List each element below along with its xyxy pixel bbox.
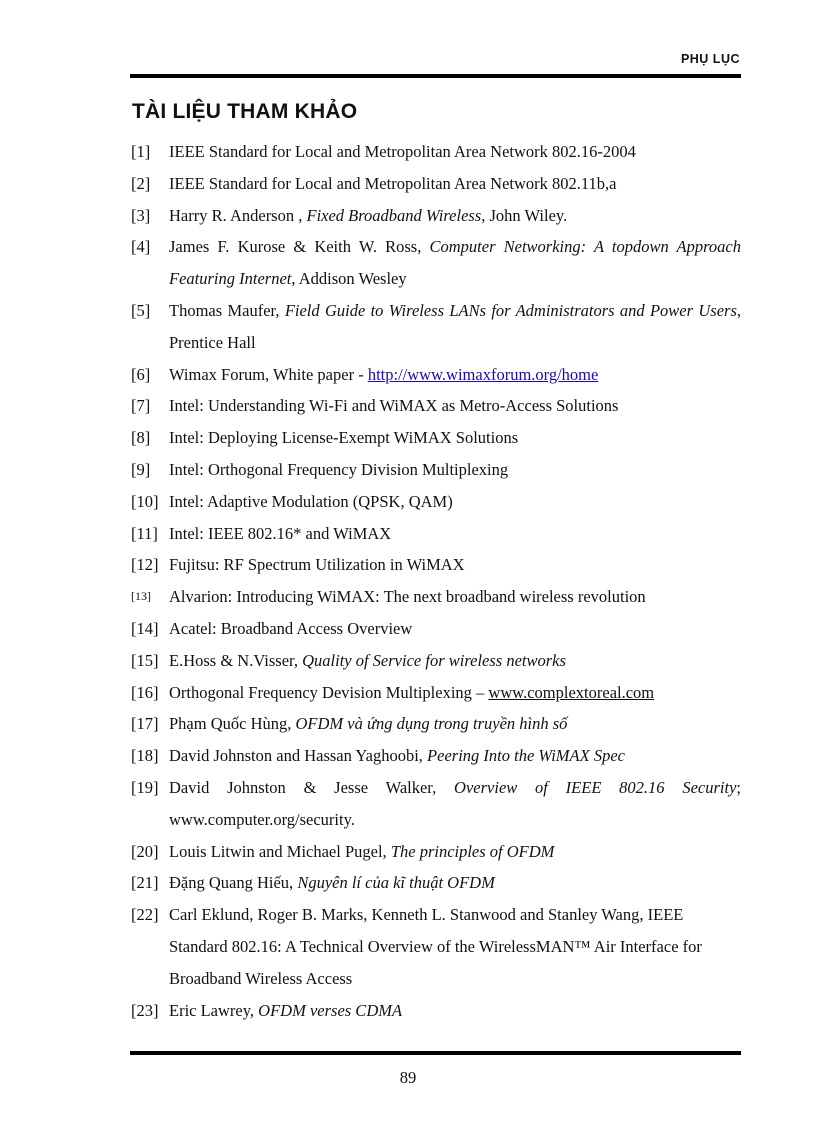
reference-publisher: , John Wiley. [481, 205, 568, 225]
reference-item [131, 200, 741, 232]
reference-item [131, 581, 741, 613]
reference-text: David Johnston & Jesse Walker, [169, 777, 455, 797]
reference-title: Field Guide to Wireless LANs for Administrators and Power Users [284, 300, 737, 320]
reference-text: Fujitsu: RF Spectrum Utilization in WiMAX [169, 555, 465, 575]
reference-text: Orthogonal Frequency Devision Multiplexing – [169, 682, 489, 702]
reference-text: IEEE Standard for Local and Metropolitan Area Network 802.16-2004 [169, 142, 636, 161]
reference-item [131, 740, 741, 772]
reference-number: [3] [131, 205, 151, 225]
reference-title: OFDM verses CDMA [258, 1000, 403, 1020]
reference-item [131, 899, 741, 994]
reference-item [131, 867, 741, 899]
reference-text: Wimax Forum, White paper - [169, 364, 368, 384]
reference-number: [10] [131, 491, 159, 511]
reference-item [131, 549, 741, 581]
reference-text: David Johnston and Hassan Yaghoobi, [169, 746, 428, 766]
reference-item [131, 518, 741, 550]
reference-number: [14] [131, 618, 159, 638]
page-number: 89 [399, 1068, 417, 1087]
reference-number: [11] [131, 523, 158, 543]
reference-item [131, 168, 741, 200]
reference-publisher: ; www.computer.org/security. [169, 777, 741, 829]
reference-title: Fixed Broadband Wireless [306, 205, 482, 225]
reference-item [131, 708, 741, 740]
reference-title: The principles of OFDM [390, 841, 555, 861]
reference-text: E.Hoss & N.Visser, [169, 650, 303, 670]
reference-text: Đặng Quang Hiếu, [169, 873, 298, 893]
reference-number: [20] [131, 841, 159, 861]
reference-number: [2] [131, 173, 151, 193]
reference-item [131, 677, 741, 709]
reference-number: [18] [131, 746, 159, 766]
reference-text: Intel: IEEE 802.16* and WiMAX [169, 523, 392, 543]
reference-title: OFDM và ứng dụng trong truyền hình số [295, 714, 568, 734]
reference-number: [4] [131, 237, 151, 257]
reference-item [131, 136, 741, 168]
reference-item [131, 295, 741, 359]
page-title: TÀI LIỆU THAM KHẢO [132, 100, 358, 123]
reference-number: [1] [131, 142, 151, 161]
reference-item [131, 359, 741, 391]
reference-item [131, 454, 741, 486]
reference-text: Thomas Maufer, [169, 300, 285, 320]
reference-number: [16] [131, 682, 159, 702]
reference-number: [9] [131, 459, 151, 479]
reference-number: [5] [131, 300, 151, 320]
reference-number: [19] [131, 777, 159, 797]
reference-number: [13] [131, 589, 151, 604]
reference-number: [22] [131, 905, 159, 925]
reference-number: [17] [131, 714, 159, 734]
reference-text: Alvarion: Introducing WiMAX: The next broadband wireless revolution [169, 587, 646, 607]
reference-number: [21] [131, 873, 159, 893]
reference-number: [12] [131, 555, 159, 575]
reference-item [131, 486, 741, 518]
reference-text: Intel: Understanding Wi-Fi and WiMAX as Metro-Access Solutions [169, 396, 619, 416]
wimax-forum-link[interactable]: http://www.wimaxforum.org/home [367, 364, 599, 384]
reference-item [131, 995, 741, 1027]
reference-item [131, 772, 741, 836]
reference-title: Quality of Service for wireless networks [302, 650, 566, 670]
reference-text: Intel: Deploying License-Exempt WiMAX Solutions [169, 428, 519, 448]
reference-text: Harry R. Anderson , [169, 205, 307, 225]
footer-rule [130, 1051, 741, 1055]
reference-text: Intel: Orthogonal Frequency Division Multiplexing [169, 459, 509, 479]
reference-title: Computer Networking: A topdown Approach Featuring Internet [169, 237, 741, 289]
complextoreal-link[interactable]: www.complextoreal.com [488, 682, 655, 702]
reference-number: [8] [131, 428, 151, 448]
reference-item [131, 645, 741, 677]
reference-number: [7] [131, 396, 151, 416]
reference-item [131, 836, 741, 868]
reference-number: [6] [131, 364, 151, 384]
reference-text: Carl Eklund, Roger B. Marks, Kenneth L. Stanwood and Stanley Wang, IEEE Standard 802.16: A Technical Overview of the WirelessMAN™ Air Interface for Broadband Wireless Access [169, 905, 702, 988]
reference-publisher: , Addison Wesley [291, 269, 407, 289]
reference-list [131, 136, 741, 1026]
header-label: PHỤ LỤC [680, 52, 740, 66]
reference-item [131, 231, 741, 295]
reference-item [131, 613, 741, 645]
reference-item [131, 422, 741, 454]
reference-text: IEEE Standard for Local and Metropolitan Area Network 802.11b,a [169, 173, 617, 193]
reference-number: [23] [131, 1000, 159, 1020]
reference-text: Intel: Adaptive Modulation (QPSK, QAM) [169, 491, 453, 511]
reference-text: Eric Lawrey, [169, 1000, 259, 1020]
reference-number: [15] [131, 650, 159, 670]
reference-title: Peering Into the WiMAX Spec [427, 746, 625, 766]
reference-text: Acatel: Broadband Access Overview [169, 618, 413, 638]
reference-text: Phạm Quốc Hùng, [169, 714, 296, 734]
reference-title: Nguyên lí của kĩ thuật OFDM [297, 873, 495, 893]
reference-publisher: , Prentice Hall [169, 300, 741, 352]
reference-text: James F. Kurose & Keith W. Ross, [169, 237, 430, 257]
reference-text: Louis Litwin and Michael Pugel, [169, 841, 391, 861]
reference-item [131, 390, 741, 422]
reference-title: Overview of IEEE 802.16 Security [454, 777, 737, 797]
header-rule [130, 74, 741, 78]
